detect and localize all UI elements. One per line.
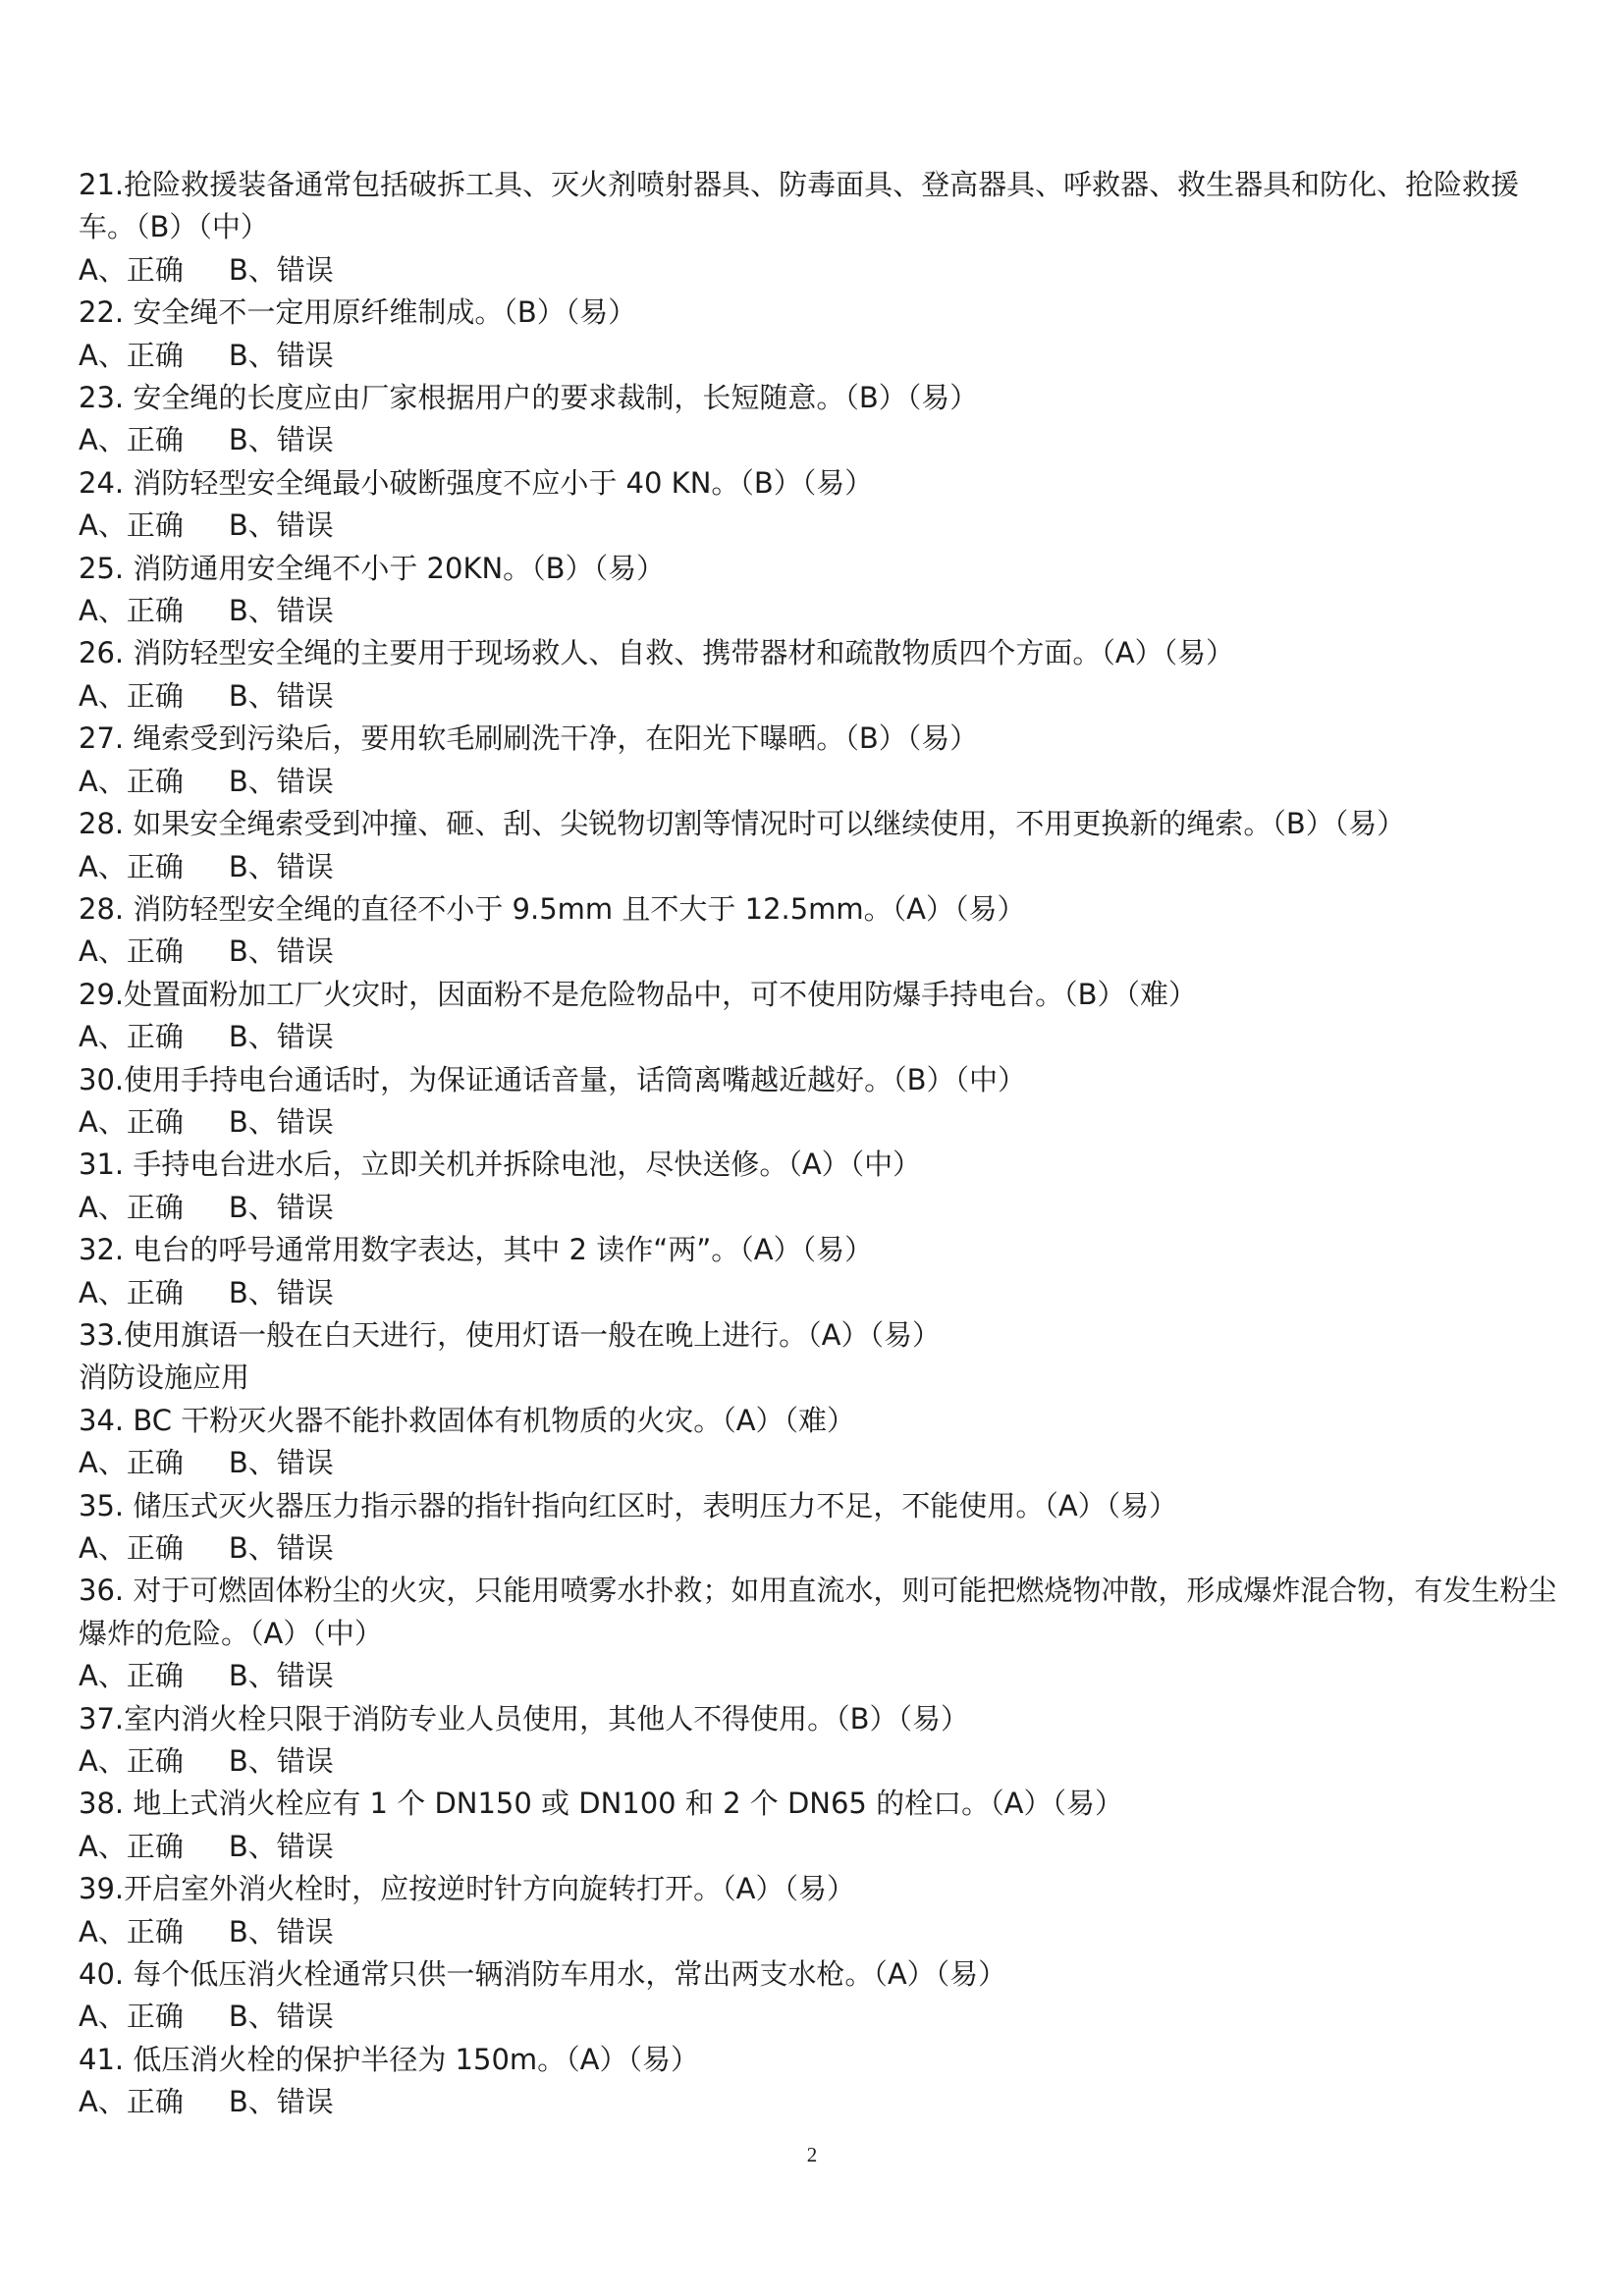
option-wrong: B、错误 xyxy=(228,1829,334,1863)
question-37: 37.室内消火栓只限于消防专业人员使用，其他人不得使用。（B）（易） xyxy=(79,1701,970,1735)
option-wrong: B、错误 xyxy=(228,678,334,713)
option-wrong: B、错误 xyxy=(228,508,334,543)
answer-options xyxy=(79,1527,1571,1570)
question-39: 39.开启室外消火栓时，应按逆时针方向旋转打开。（A）（易） xyxy=(79,1872,855,1906)
question-28b: 28. 消防轻型安全绳的直径不小于 9.5mm 且不大于 12.5mm。（A）（易） xyxy=(79,891,1026,926)
option-wrong: B、错误 xyxy=(228,1659,334,1693)
option-wrong: B、错误 xyxy=(228,338,334,372)
option-wrong: B、错误 xyxy=(228,1531,334,1565)
question-29: 29.处置面粉加工厂火灾时，因面粉不是危险物品中，可不使用防爆手持电台。（B）（难） xyxy=(79,977,1198,1011)
answer-options xyxy=(79,1826,1571,1868)
answer-options xyxy=(79,931,1571,973)
answer-options xyxy=(79,249,1571,292)
option-wrong: B、错误 xyxy=(228,2085,334,2119)
question-22: 22. 安全绳不一定用原纤维制成。（B）（易） xyxy=(79,295,637,330)
option-wrong: B、错误 xyxy=(228,1020,334,1054)
question-30: 30.使用手持电台通话时，为保证通话音量，话筒离嘴越近越好。（B）（中） xyxy=(79,1062,1027,1096)
option-correct: A、正确 xyxy=(79,1104,184,1139)
option-wrong: B、错误 xyxy=(228,934,334,969)
option-correct: A、正确 xyxy=(79,1020,184,1054)
question-40: 40. 每个低压消火栓通常只供一辆消防车用水，常出两支水枪。（A）（易） xyxy=(79,1957,1007,1992)
answer-options xyxy=(79,675,1571,718)
answer-options xyxy=(79,1655,1571,1697)
answer-options xyxy=(79,1272,1571,1314)
answer-options xyxy=(79,846,1571,888)
question-41: 41. 低压消火栓的保护半径为 150m。（A）（易） xyxy=(79,2042,699,2076)
question-26: 26. 消防轻型安全绳的主要用于现场救人、自救、携带器材和疏散物质四个方面。（A）（易） xyxy=(79,636,1235,670)
option-wrong: B、错误 xyxy=(228,1104,334,1139)
option-wrong: B、错误 xyxy=(228,594,334,628)
question-28a: 28. 如果安全绳索受到冲撞、砸、刮、尖锐物切割等情况时可以继续使用，不用更换新的绳索。（B）（易） xyxy=(79,807,1406,841)
option-wrong: B、错误 xyxy=(228,849,334,883)
option-correct: A、正确 xyxy=(79,678,184,713)
answer-options xyxy=(79,1187,1571,1229)
question-31: 31. 手持电台进水后，立即关机并拆除电池，尽快送修。（A）（中） xyxy=(79,1148,922,1182)
option-wrong: B、错误 xyxy=(228,252,334,287)
option-wrong: B、错误 xyxy=(228,423,334,457)
answer-options xyxy=(79,1101,1571,1144)
answer-options xyxy=(79,761,1571,803)
answer-options xyxy=(79,2081,1571,2123)
option-wrong: B、错误 xyxy=(228,1446,334,1480)
question-25: 25. 消防通用安全绳不小于 20KN。（B）（易） xyxy=(79,551,666,585)
question-34: 34. BC 干粉灭火器不能扑救固体有机物质的火灾。（A）（难） xyxy=(79,1403,856,1437)
option-correct: A、正确 xyxy=(79,1190,184,1224)
option-wrong: B、错误 xyxy=(228,1275,334,1309)
option-correct: A、正确 xyxy=(79,423,184,457)
option-correct: A、正确 xyxy=(79,849,184,883)
document-body xyxy=(79,164,1571,2124)
option-correct: A、正确 xyxy=(79,2000,184,2034)
answer-options xyxy=(79,1996,1571,2038)
answer-options xyxy=(79,505,1571,547)
option-correct: A、正确 xyxy=(79,1531,184,1565)
section-heading: 消防设施应用 xyxy=(79,1361,250,1395)
option-correct: A、正确 xyxy=(79,1275,184,1309)
option-correct: A、正确 xyxy=(79,764,184,798)
answer-options xyxy=(79,419,1571,461)
option-wrong: B、错误 xyxy=(228,1914,334,1949)
option-correct: A、正确 xyxy=(79,594,184,628)
answer-options xyxy=(79,590,1571,632)
option-correct: A、正确 xyxy=(79,508,184,543)
answer-options xyxy=(79,1740,1571,1783)
question-32: 32. 电台的呼号通常用数字表达，其中 2 读作“两”。（A）（易） xyxy=(79,1233,874,1267)
question-27: 27. 绳索受到污染后，要用软毛刷刷洗干净，在阳光下曝晒。（B）（易） xyxy=(79,721,979,756)
option-correct: A、正确 xyxy=(79,2085,184,2119)
option-correct: A、正确 xyxy=(79,252,184,287)
answer-options xyxy=(79,335,1571,377)
option-correct: A、正确 xyxy=(79,1744,184,1779)
option-correct: A、正确 xyxy=(79,934,184,969)
answer-options xyxy=(79,1016,1571,1058)
option-wrong: B、错误 xyxy=(228,764,334,798)
question-21: 21.抢险救援装备通常包括破拆工具、灭火剂喷射器具、防毒面具、登高器具、呼救器、救生器具和防化、抢险救援车。（B）（中） xyxy=(79,168,1520,244)
answer-options xyxy=(79,1911,1571,1953)
question-35: 35. 储压式灭火器压力指示器的指针指向红区时，表明压力不足，不能使用。（A）（易） xyxy=(79,1488,1178,1522)
option-correct: A、正确 xyxy=(79,338,184,372)
question-36: 36. 对于可燃固体粉尘的火灾，只能用喷雾水扑救；如用直流水，则可能把燃烧物冲散，形成爆炸混合物，有发生粉尘爆炸的危险。（A）（中） xyxy=(79,1574,1557,1650)
option-wrong: B、错误 xyxy=(228,2000,334,2034)
option-wrong: B、错误 xyxy=(228,1190,334,1224)
option-correct: A、正确 xyxy=(79,1914,184,1949)
question-23: 23. 安全绳的长度应由厂家根据用户的要求裁制，长短随意。（B）（易） xyxy=(79,381,979,415)
option-correct: A、正确 xyxy=(79,1659,184,1693)
question-24: 24. 消防轻型安全绳最小破断强度不应小于 40 KN。（B）（易） xyxy=(79,465,874,500)
option-correct: A、正确 xyxy=(79,1446,184,1480)
page-number: 2 xyxy=(806,2143,818,2166)
question-38: 38. 地上式消火栓应有 1 个 DN150 或 DN100 和 2 个 DN65 的栓口。（A）（易） xyxy=(79,1787,1123,1821)
question-33: 33.使用旗语一般在白天进行，使用灯语一般在晚上进行。（A）（易） xyxy=(79,1317,941,1352)
answer-options xyxy=(79,1442,1571,1484)
option-correct: A、正确 xyxy=(79,1829,184,1863)
option-wrong: B、错误 xyxy=(228,1744,334,1779)
